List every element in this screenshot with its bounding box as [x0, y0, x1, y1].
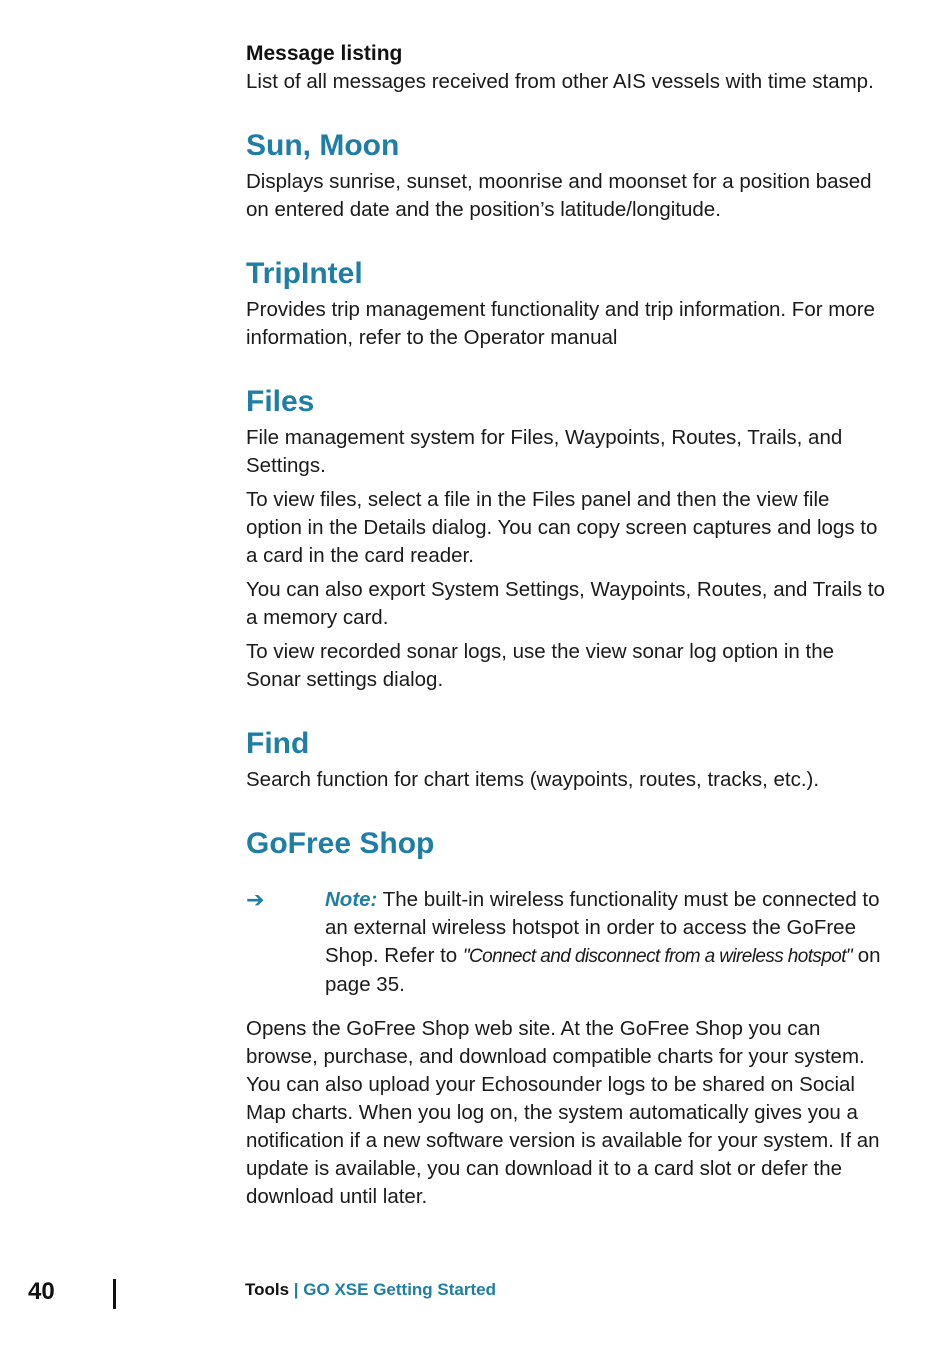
footer-book-title: GO XSE Getting Started [303, 1280, 496, 1299]
files-paragraph-1: File management system for Files, Waypoints, Routes, Trails, and Settings. [246, 426, 843, 477]
message-listing-title: Message listing [246, 42, 403, 65]
message-listing-body: List of all messages received from other AIS vessels with time stamp. [246, 70, 874, 93]
note-block [246, 886, 886, 999]
tripintel-body: Provides trip management functionality and trip information. For more information, refer to the Operator manual [246, 298, 875, 349]
note-text [325, 886, 886, 999]
find-body: Search function for chart items (waypoints, routes, tracks, etc.). [246, 768, 820, 791]
find-heading: Find [246, 727, 310, 760]
cross-reference-link[interactable]: "Connect and disconnect from a wireless hotspot" [462, 946, 853, 967]
note-label: Note: [325, 888, 378, 911]
page-content [246, 40, 886, 1217]
page-number: 40 [28, 1278, 55, 1305]
gofree-shop-body: Opens the GoFree Shop web site. At the GoFree Shop you can browse, purchase, and download compatible charts for your system. You can also upload your Echosounder logs to be shared on Social Map charts. When you log on, the system automatically gives you a notification if a new software version is available for your system. If an update is available, you can download it to a card slot or defer the download until later. [246, 1017, 880, 1208]
gofree-shop-heading: GoFree Shop [246, 827, 435, 860]
footer-separator: | [289, 1280, 304, 1299]
sun-moon-heading: Sun, Moon [246, 129, 400, 162]
arrow-right-icon: ➔ [246, 887, 265, 912]
files-paragraph-3: You can also export System Settings, Waypoints, Routes, and Trails to a memory card. [246, 578, 885, 629]
footer-running-title [245, 1278, 496, 1302]
files-heading: Files [246, 385, 315, 418]
files-paragraph-4: To view recorded sonar logs, use the view sonar log option in the Sonar settings dialog. [246, 640, 835, 691]
footer-divider [113, 1279, 116, 1309]
files-paragraph-2: To view files, select a file in the Files panel and then the view file option in the Details dialog. You can copy screen captures and logs to a card in the card reader. [246, 488, 878, 567]
note-text-before: The built-in wireless functionality must be connected to an external wireless hotspot in order to access the GoFree Shop. Refer to [325, 888, 880, 967]
tripintel-heading: TripIntel [246, 257, 363, 290]
sun-moon-body: Displays sunrise, sunset, moonrise and moonset for a position based on entered date and the position’s latitude/longitude. [246, 170, 872, 221]
footer-section: Tools [245, 1280, 290, 1299]
note-text-after: on page 35. [325, 944, 881, 996]
